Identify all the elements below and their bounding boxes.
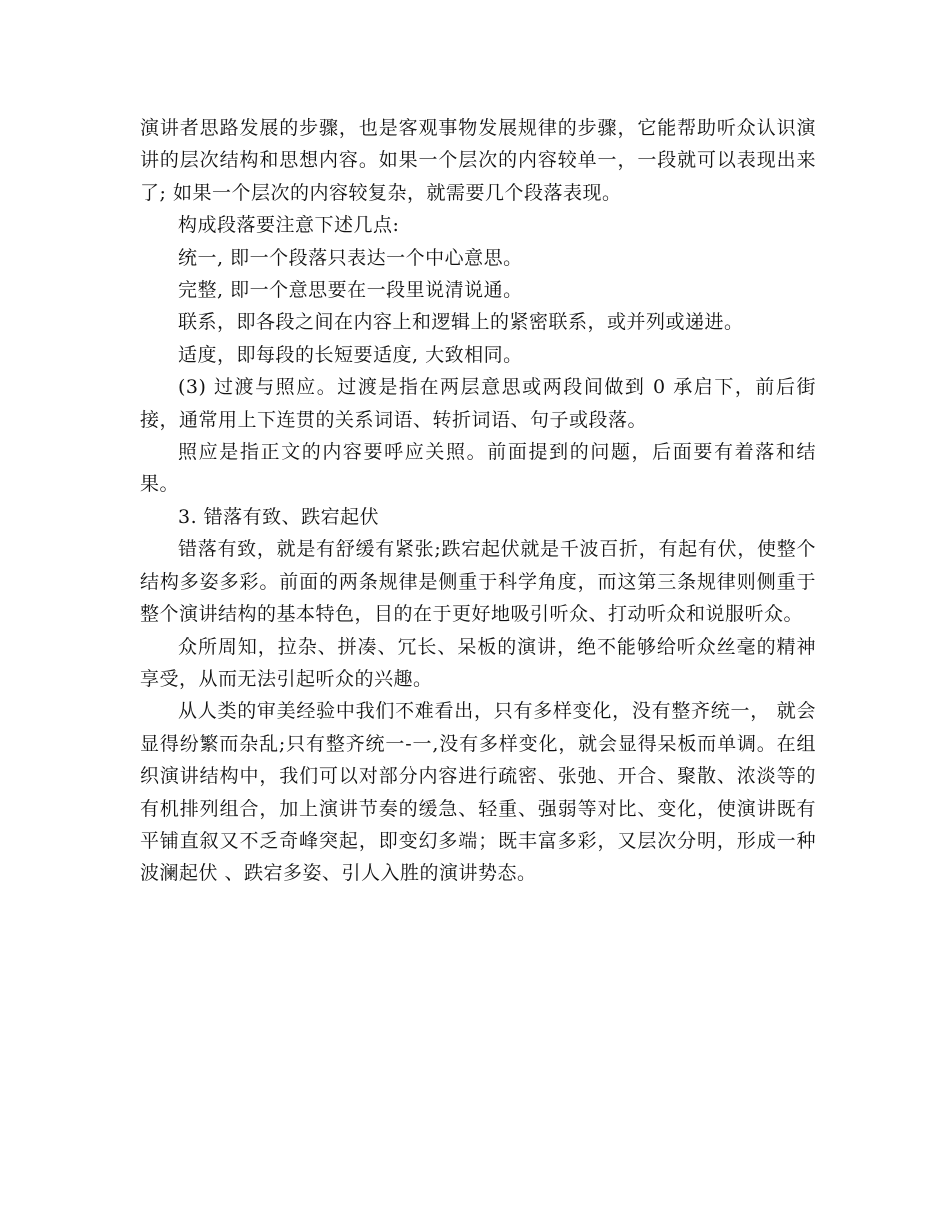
paragraph-correspondence: 照应是指正文的内容要呼应关照。前面提到的问题，后面要有着落和结果。 bbox=[140, 441, 816, 496]
section-heading: 3. 错落有致、跌宕起伏 bbox=[178, 505, 380, 528]
paragraph-common-knowledge: 众所周知，拉杂、拼凑、冗长、呆板的演讲，绝不能够给听众丝毫的精神享受，从而无法引起听众的兴趣。 bbox=[140, 635, 816, 690]
paragraph-point-connection: 联系，即各段之间在内容上和逻辑上的紧密联系，或并列或递进。 bbox=[178, 311, 744, 334]
paragraph-continuation: 演讲者思路发展的步骤，也是客观事物发展规律的步骤，它能帮助听众认识演讲的层次结构和思想内容。如果一个层次的内容较单一，一段就可以表现出来了; 如果一个层次的内容较复杂，就需要几个段落表现。 bbox=[140, 117, 816, 204]
paragraph-aesthetic: 从人类的审美经验中我们不难看出，只有多样变化，没有整齐统一， 就会显得纷繁而杂乱;只有整齐统一-一,没有多样变化，就会显得呆板而单调。在组织演讲结构中，我们可以对部分内容进行疏密、张弛、开合、聚散、浓淡等的有机排列组合，加上演讲节奏的缓急、轻重、强弱等对比、变化，使演讲既有平铺直叙又不乏奇峰突起，即变幻多端；既丰富多彩，又层次分明，形成一种波澜起伏 、跌宕多姿、引人入胜的演讲势态。 bbox=[140, 700, 816, 885]
paragraph-intro-points: 构成段落要注意下述几点: bbox=[178, 214, 400, 237]
paragraph-point-moderation: 适度，即每段的长短要适度, 大致相同。 bbox=[178, 343, 523, 366]
paragraph-point-completeness: 完整, 即一个意思要在一段里说清说通。 bbox=[178, 279, 523, 302]
paragraph-transition: (3) 过渡与照应。过渡是指在两层意思或两段间做到 0 承启下，前后街接，通常用上下连贯的关系词语、转折词语、句子或段落。 bbox=[140, 376, 816, 431]
paragraph-variation: 错落有致，就是有舒缓有紧张;跌宕起伏就是千波百折，有起有伏，使整个结构多姿多彩。前面的两条规律是侧重于科学角度，而这第三条规律则侧重于整个演讲结构的基本特色，目的在于更好地吸引听众、打动听众和说服听众。 bbox=[140, 538, 816, 626]
paragraph-point-unity: 统一, 即一个段落只表达一个中心意思。 bbox=[178, 246, 523, 269]
document-body bbox=[140, 112, 816, 890]
